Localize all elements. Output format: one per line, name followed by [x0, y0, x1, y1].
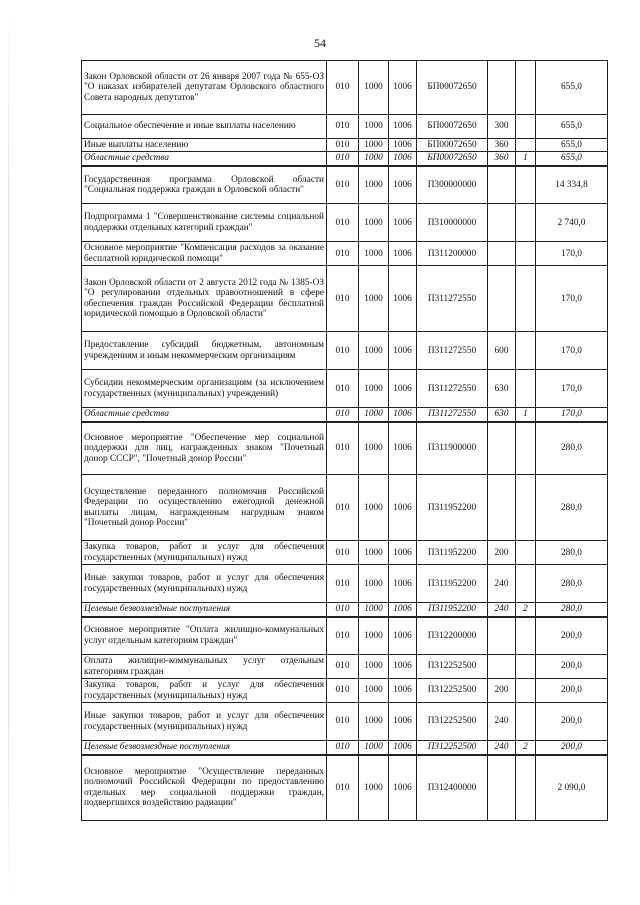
source-code-cell	[516, 655, 536, 679]
amount-cell: 2 740,0	[536, 204, 608, 242]
target-article-cell: БП00072650	[417, 115, 488, 139]
expense-type-cell: 360	[488, 139, 516, 152]
ministry-code-cell: 010	[327, 266, 359, 332]
section-code-cell: 1000	[359, 408, 389, 422]
subsection-code-cell: 1006	[389, 422, 417, 475]
target-article-cell: П311200000	[417, 242, 488, 266]
row-name-cell: Основное мероприятие "Оплата жилищно-коммунальных услуг отдельным категориям граждан"	[82, 617, 327, 655]
target-article-cell: П300000000	[417, 166, 488, 204]
ministry-code-cell: 010	[327, 332, 359, 370]
target-article-cell: П312252500	[417, 679, 488, 703]
amount-cell: 170,0	[536, 242, 608, 266]
table-row	[82, 408, 608, 422]
section-code-cell: 1000	[359, 332, 389, 370]
source-code-cell: 1	[516, 408, 536, 422]
amount-cell: 200,0	[536, 741, 608, 755]
amount-cell: 280,0	[536, 603, 608, 617]
table-row	[82, 61, 608, 115]
subsection-code-cell: 1006	[389, 139, 417, 152]
section-code-cell: 1000	[359, 166, 389, 204]
subsection-code-cell: 1006	[389, 166, 417, 204]
table-row	[82, 475, 608, 541]
ministry-code-cell: 010	[327, 741, 359, 755]
section-code-cell: 1000	[359, 204, 389, 242]
subsection-code-cell: 1006	[389, 242, 417, 266]
row-name-cell: Осуществление переданного полномочия Российской Федерации по осуществлению ежегодной денежной выплаты лицам, награжденным нагрудным знаком "Почетный донор России"	[82, 475, 327, 541]
amount-cell: 170,0	[536, 408, 608, 422]
ministry-code-cell: 010	[327, 755, 359, 821]
table-row	[82, 266, 608, 332]
target-article-cell: П311952200	[417, 565, 488, 603]
source-code-cell	[516, 422, 536, 475]
amount-cell: 280,0	[536, 422, 608, 475]
section-code-cell: 1000	[359, 266, 389, 332]
ministry-code-cell: 010	[327, 115, 359, 139]
row-name-cell: Областные средства	[82, 408, 327, 422]
source-code-cell	[516, 332, 536, 370]
table-row	[82, 204, 608, 242]
ministry-code-cell: 010	[327, 166, 359, 204]
expense-type-cell	[488, 242, 516, 266]
ministry-code-cell: 010	[327, 617, 359, 655]
source-code-cell	[516, 755, 536, 821]
row-name-cell: Основное мероприятие "Осуществление переданных полномочий Российской Федерации по предоставлению отдельных мер социальной поддержки граждан, подвергшихся воздействию радиации"	[82, 755, 327, 821]
target-article-cell: П311272550	[417, 332, 488, 370]
subsection-code-cell: 1006	[389, 61, 417, 115]
row-name-cell: Основное мероприятие "Компенсация расходов за оказание бесплатной юридической помощи"	[82, 242, 327, 266]
section-code-cell: 1000	[359, 755, 389, 821]
amount-cell: 200,0	[536, 679, 608, 703]
ministry-code-cell: 010	[327, 152, 359, 166]
expense-type-cell: 300	[488, 115, 516, 139]
expense-type-cell: 240	[488, 741, 516, 755]
source-code-cell	[516, 565, 536, 603]
section-code-cell: 1000	[359, 115, 389, 139]
ministry-code-cell: 010	[327, 242, 359, 266]
section-code-cell: 1000	[359, 603, 389, 617]
table-row	[82, 115, 608, 139]
row-name-cell: Целевые безвозмездные поступления	[82, 603, 327, 617]
amount-cell: 2 090,0	[536, 755, 608, 821]
expense-type-cell	[488, 617, 516, 655]
row-name-cell: Иные закупки товаров, работ и услуг для обеспечения государственных (муниципальных) нужд	[82, 565, 327, 603]
expense-type-cell: 200	[488, 541, 516, 565]
amount-cell: 280,0	[536, 565, 608, 603]
row-name-cell: Целевые безвозмездные поступления	[82, 741, 327, 755]
section-code-cell: 1000	[359, 617, 389, 655]
row-name-cell: Закон Орловской области от 26 января 2007 года № 655-ОЗ "О наказах избирателей депутатам Орловского областного Совета народных депутатов"	[82, 61, 327, 115]
ministry-code-cell: 010	[327, 603, 359, 617]
table-row	[82, 166, 608, 204]
source-code-cell	[516, 139, 536, 152]
ministry-code-cell: 010	[327, 703, 359, 741]
section-code-cell: 1000	[359, 565, 389, 603]
subsection-code-cell: 1006	[389, 370, 417, 408]
amount-cell: 200,0	[536, 655, 608, 679]
section-code-cell: 1000	[359, 703, 389, 741]
source-code-cell	[516, 204, 536, 242]
amount-cell: 170,0	[536, 266, 608, 332]
source-code-cell	[516, 166, 536, 204]
source-code-cell	[516, 242, 536, 266]
target-article-cell: П312252500	[417, 655, 488, 679]
expense-type-cell	[488, 266, 516, 332]
expense-type-cell	[488, 475, 516, 541]
table-row	[82, 565, 608, 603]
amount-cell: 170,0	[536, 332, 608, 370]
target-article-cell: П311272550	[417, 408, 488, 422]
amount-cell: 280,0	[536, 475, 608, 541]
ministry-code-cell: 010	[327, 565, 359, 603]
amount-cell: 655,0	[536, 115, 608, 139]
target-article-cell: П310000000	[417, 204, 488, 242]
target-article-cell: П312252500	[417, 703, 488, 741]
source-code-cell	[516, 115, 536, 139]
subsection-code-cell: 1006	[389, 603, 417, 617]
source-code-cell	[516, 617, 536, 655]
ministry-code-cell: 010	[327, 204, 359, 242]
ministry-code-cell: 010	[327, 370, 359, 408]
table-row	[82, 332, 608, 370]
expense-type-cell: 630	[488, 370, 516, 408]
target-article-cell: П311952200	[417, 603, 488, 617]
row-name-cell: Подпрограмма 1 "Совершенствование системы социальной поддержки отдельных категорий граждан"	[82, 204, 327, 242]
table-row	[82, 755, 608, 821]
table-row	[82, 603, 608, 617]
section-code-cell: 1000	[359, 679, 389, 703]
amount-cell: 655,0	[536, 61, 608, 115]
subsection-code-cell: 1006	[389, 152, 417, 166]
expense-type-cell: 240	[488, 603, 516, 617]
expense-type-cell	[488, 655, 516, 679]
target-article-cell: БП00072650	[417, 152, 488, 166]
expense-type-cell	[488, 204, 516, 242]
target-article-cell: П312400000	[417, 755, 488, 821]
expense-type-cell: 630	[488, 408, 516, 422]
ministry-code-cell: 010	[327, 139, 359, 152]
row-name-cell: Государственная программа Орловской области "Социальная поддержка граждан в Орловской области"	[82, 166, 327, 204]
amount-cell: 200,0	[536, 617, 608, 655]
expense-type-cell	[488, 422, 516, 475]
expense-type-cell: 240	[488, 565, 516, 603]
row-name-cell: Закон Орловской области от 2 августа 2012 года № 1385-ОЗ "О регулировании отдельных правоотношений в сфере обеспечения граждан Российской Федерации бесплатной юридической помощью в Орловской области"	[82, 266, 327, 332]
subsection-code-cell: 1006	[389, 475, 417, 541]
source-code-cell	[516, 61, 536, 115]
subsection-code-cell: 1006	[389, 266, 417, 332]
table-row	[82, 242, 608, 266]
table-row	[82, 152, 608, 166]
table-row	[82, 139, 608, 152]
subsection-code-cell: 1006	[389, 617, 417, 655]
table-body	[82, 61, 608, 821]
ministry-code-cell: 010	[327, 541, 359, 565]
table-row	[82, 741, 608, 755]
row-name-cell: Оплата жилищно-коммунальных услуг отдельным категориям граждан	[82, 655, 327, 679]
section-code-cell: 1000	[359, 61, 389, 115]
subsection-code-cell: 1006	[389, 679, 417, 703]
row-name-cell: Иные выплаты населению	[82, 139, 327, 152]
subsection-code-cell: 1006	[389, 655, 417, 679]
amount-cell: 14 334,8	[536, 166, 608, 204]
table-row	[82, 617, 608, 655]
row-name-cell: Закупка товаров, работ и услуг для обеспечения государственных (муниципальных) нужд	[82, 679, 327, 703]
row-name-cell: Основное мероприятие "Обеспечение мер социальной поддержки для лиц, награжденных знаком "Почетный донор СССР", "Почетный донор России"	[82, 422, 327, 475]
expense-type-cell	[488, 61, 516, 115]
target-article-cell: БП00072650	[417, 61, 488, 115]
section-code-cell: 1000	[359, 475, 389, 541]
table-row	[82, 370, 608, 408]
target-article-cell: П311952200	[417, 541, 488, 565]
subsection-code-cell: 1006	[389, 755, 417, 821]
source-code-cell	[516, 541, 536, 565]
section-code-cell: 1000	[359, 152, 389, 166]
row-name-cell: Субсидии некоммерческим организациям (за исключением государственных (муниципальных) учреждений)	[82, 370, 327, 408]
row-name-cell: Областные средства	[82, 152, 327, 166]
subsection-code-cell: 1006	[389, 332, 417, 370]
section-code-cell: 1000	[359, 242, 389, 266]
section-code-cell: 1000	[359, 655, 389, 679]
ministry-code-cell: 010	[327, 422, 359, 475]
subsection-code-cell: 1006	[389, 408, 417, 422]
expense-type-cell	[488, 166, 516, 204]
subsection-code-cell: 1006	[389, 565, 417, 603]
expense-type-cell: 200	[488, 679, 516, 703]
source-code-cell: 2	[516, 603, 536, 617]
amount-cell: 655,0	[536, 152, 608, 166]
expense-type-cell: 240	[488, 703, 516, 741]
table-row	[82, 655, 608, 679]
row-name-cell: Закупка товаров, работ и услуг для обеспечения государственных (муниципальных) нужд	[82, 541, 327, 565]
amount-cell: 200,0	[536, 703, 608, 741]
ministry-code-cell: 010	[327, 61, 359, 115]
amount-cell: 170,0	[536, 370, 608, 408]
expense-type-cell: 600	[488, 332, 516, 370]
section-code-cell: 1000	[359, 139, 389, 152]
target-article-cell: БП00072650	[417, 139, 488, 152]
amount-cell: 655,0	[536, 139, 608, 152]
target-article-cell: П312252500	[417, 741, 488, 755]
row-name-cell: Предоставление субсидий бюджетным, автономным учреждениям и иным некоммерческим организациям	[82, 332, 327, 370]
ministry-code-cell: 010	[327, 408, 359, 422]
table-row	[82, 703, 608, 741]
row-name-cell: Иные закупки товаров, работ и услуг для обеспечения государственных (муниципальных) нужд	[82, 703, 327, 741]
target-article-cell: П311272550	[417, 370, 488, 408]
source-code-cell	[516, 266, 536, 332]
row-name-cell: Социальное обеспечение и иные выплаты населению	[82, 115, 327, 139]
subsection-code-cell: 1006	[389, 703, 417, 741]
subsection-code-cell: 1006	[389, 741, 417, 755]
table-row	[82, 679, 608, 703]
source-code-cell: 2	[516, 741, 536, 755]
table-row	[82, 422, 608, 475]
table-row	[82, 541, 608, 565]
target-article-cell: П312200000	[417, 617, 488, 655]
source-code-cell	[516, 475, 536, 541]
source-code-cell	[516, 703, 536, 741]
budget-table	[81, 60, 608, 821]
target-article-cell: П311272550	[417, 266, 488, 332]
expense-type-cell: 360	[488, 152, 516, 166]
page-number: 54	[314, 36, 326, 50]
source-code-cell	[516, 370, 536, 408]
source-code-cell: 1	[516, 152, 536, 166]
ministry-code-cell: 010	[327, 475, 359, 541]
subsection-code-cell: 1006	[389, 115, 417, 139]
target-article-cell: П311900000	[417, 422, 488, 475]
subsection-code-cell: 1006	[389, 541, 417, 565]
scan-margin-line	[8, 0, 9, 905]
subsection-code-cell: 1006	[389, 204, 417, 242]
section-code-cell: 1000	[359, 422, 389, 475]
section-code-cell: 1000	[359, 370, 389, 408]
expense-type-cell	[488, 755, 516, 821]
amount-cell: 280,0	[536, 541, 608, 565]
source-code-cell	[516, 679, 536, 703]
section-code-cell: 1000	[359, 741, 389, 755]
section-code-cell: 1000	[359, 541, 389, 565]
target-article-cell: П311952200	[417, 475, 488, 541]
ministry-code-cell: 010	[327, 679, 359, 703]
ministry-code-cell: 010	[327, 655, 359, 679]
